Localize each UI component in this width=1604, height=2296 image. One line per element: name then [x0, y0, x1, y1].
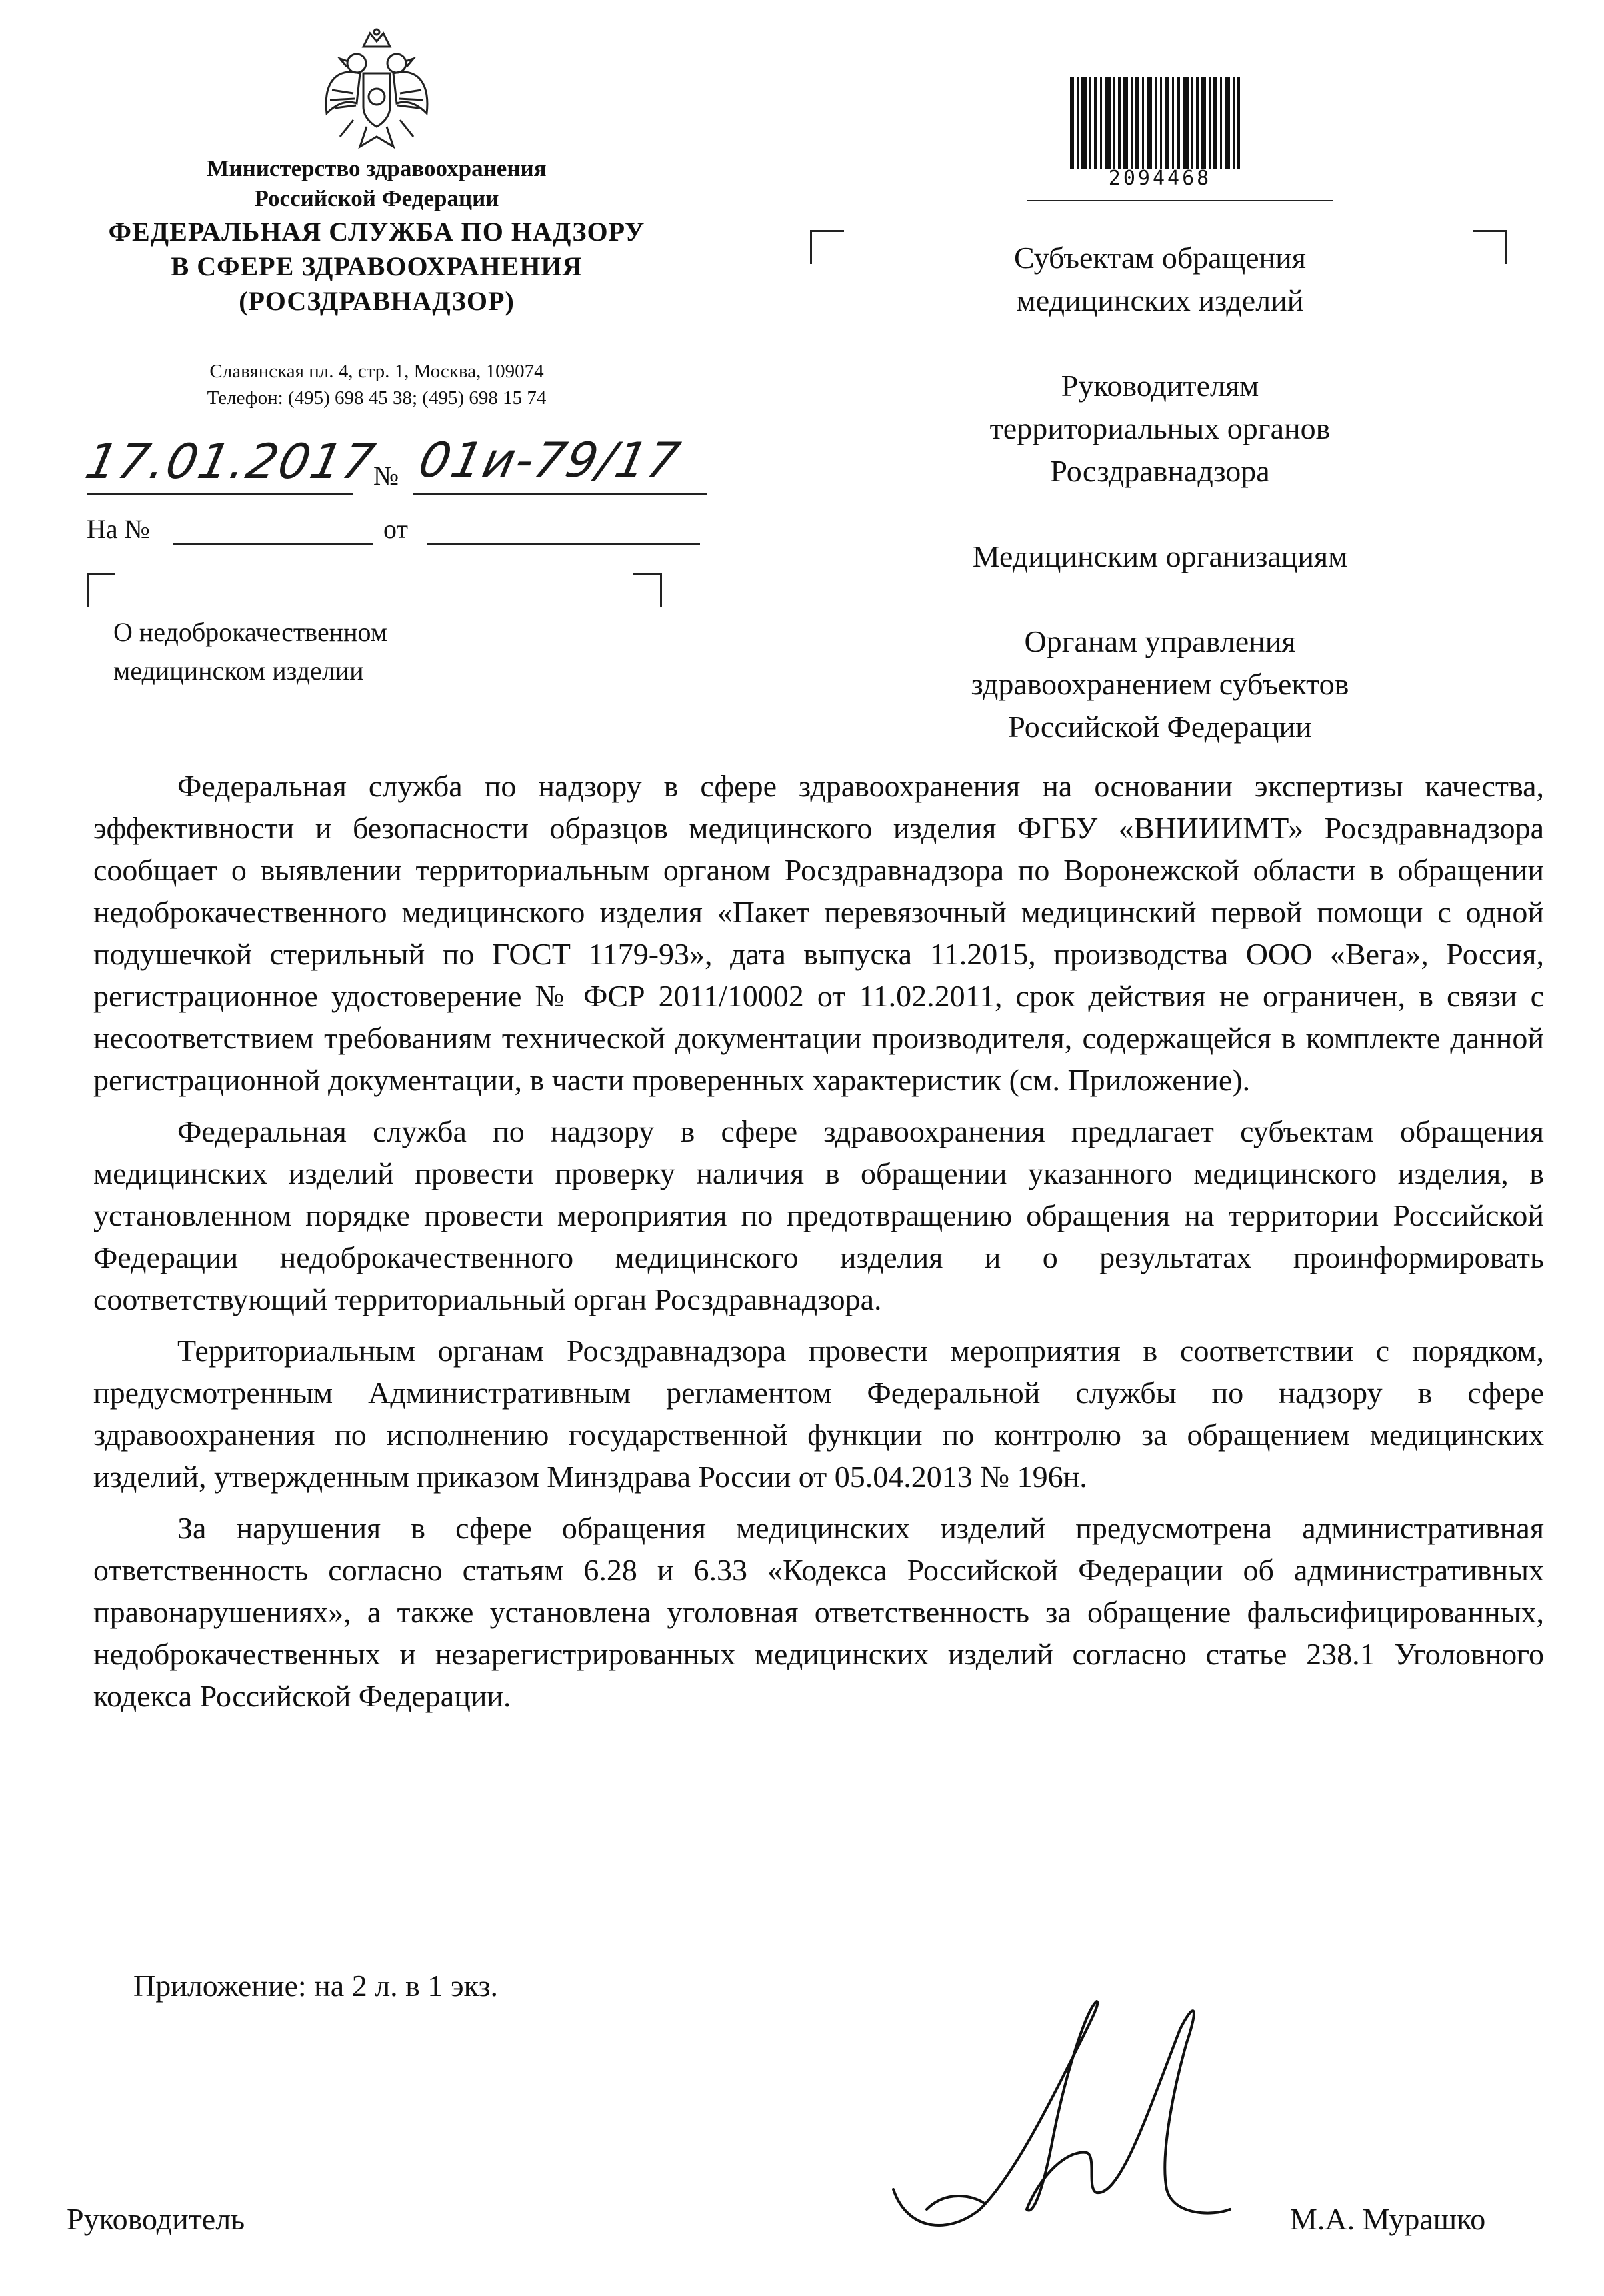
- address-line: Славянская пл. 4, стр. 1, Москва, 109074: [209, 361, 544, 382]
- subject-line: О недоброкачественном: [113, 617, 388, 647]
- address-line: Телефон: (495) 698 45 38; (495) 698 15 74: [207, 387, 547, 409]
- barcode-number: 2094468: [1108, 167, 1212, 190]
- subject-bracket-right: [633, 573, 662, 607]
- body-paragraph: Федеральная служба по надзору в сфере здравоохранения предлагает субъектам обращения медицинских изделий провести проверку наличия в обращении указанного медицинского изделия, в установленном порядке провести мероприятия по предотвращению обращения на территории Российской Федерации недоброкачественного медицинского изделия и о результатах проинформировать соответствующий территориальный орган Росздравнадзора.: [93, 1114, 1544, 1316]
- ministry-line: Российской Федерации: [254, 185, 499, 211]
- subject-bracket-left: [87, 573, 115, 607]
- letter-subject: [113, 613, 580, 690]
- ref-number-label: На №: [87, 514, 150, 544]
- ministry-line: Министерство здравоохранения: [207, 155, 547, 181]
- barcode-underline: [1027, 200, 1333, 201]
- agency-line: В СФЕРЕ ЗДРАВООХРАНЕНИЯ: [171, 251, 583, 281]
- signer-name: М.А. Мурашко: [1290, 2202, 1486, 2236]
- recipient-line: Российской Федерации: [1008, 710, 1312, 744]
- ref-from-label: от: [383, 514, 408, 544]
- recipient-line: здравоохранением субъектов: [971, 667, 1349, 701]
- recipient-group: [793, 620, 1527, 748]
- recipient-group: [793, 365, 1527, 493]
- handwritten-date: 17.01.2017: [81, 433, 381, 489]
- recipient-line: Росздравнадзора: [1050, 454, 1270, 488]
- recipient-line: Руководителям: [1061, 369, 1259, 403]
- recipient-line: Субъектам обращения: [1014, 241, 1306, 275]
- signature-icon: [867, 1989, 1240, 2249]
- recipients-block: [793, 237, 1527, 791]
- date-underline: [87, 493, 353, 495]
- handwritten-number: 01и-79/17: [414, 432, 686, 488]
- state-emblem-icon: [320, 27, 433, 153]
- agency-address: [107, 358, 647, 411]
- body-paragraph: За нарушения в сфере обращения медицинских изделий предусмотрена административная ответственность согласно статьям 6.28 и 6.33 «Кодекса Российской Федерации об административных правонарушениях», а также установлена уголовная ответственность за обращение фальсифицированных, недоброкачественных и незарегистрированных медицинских изделий согласно статье 238.1 Уголовного кодекса Российской Федерации.: [93, 1511, 1544, 1713]
- recipient-line: Медицинским организациям: [972, 539, 1348, 573]
- recipient-group: [793, 237, 1527, 322]
- subject-line: медицинском изделии: [113, 656, 364, 686]
- appendix-note: Приложение: на 2 л. в 1 экз.: [133, 1969, 499, 2003]
- ref-from-underline: [427, 543, 700, 545]
- recipient-group: [793, 535, 1527, 578]
- agency-name: [87, 215, 667, 319]
- number-sign: №: [373, 461, 399, 491]
- number-underline: [413, 493, 707, 495]
- reference-line: [87, 513, 700, 553]
- agency-line: ФЕДЕРАЛЬНАЯ СЛУЖБА ПО НАДЗОРУ: [108, 217, 645, 247]
- recipient-line: территориальных органов: [989, 411, 1331, 445]
- body-paragraph: Федеральная служба по надзору в сфере здравоохранения на основании экспертизы качества, эффективности и безопасности образцов медицинского изделия ФГБУ «ВНИИИМТ» Росздравнадзора сообщает о выявлении территориальным органом Росздравнадзора по Воронежской области в обращении недоброкачественного медицинского изделия «Пакет перевязочный медицинский первой помощи с одной подушечкой стерильный по ГОСТ 1179-93», дата выпуска 11.2015, производства ООО «Вега», Россия, регистрационное удостоверение № ФСР 2011/10002 от 11.02.2011, срок действия не ограничен, в связи с несоответствием требованиям технической документации производителя, содержащейся в комплекте данной регистрационной документации, в части проверенных характеристик (см. Приложение).: [93, 769, 1544, 1097]
- recipient-line: медицинских изделий: [1016, 283, 1304, 317]
- ministry-name: [120, 153, 633, 213]
- barcode-icon: [1070, 77, 1240, 169]
- letter-body: [93, 765, 1544, 1726]
- ref-number-underline: [173, 543, 373, 545]
- body-paragraph: Территориальным органам Росздравнадзора провести мероприятия в соответствии с порядком, предусмотренным Административным регламентом Федеральной службы по надзору в сфере здравоохранения по исполнению государственной функции по контролю за обращением медицинских изделий, утвержденным приказом Минздрава России от 05.04.2013 № 196н.: [93, 1334, 1544, 1494]
- recipient-line: Органам управления: [1024, 624, 1296, 658]
- agency-line: (РОСЗДРАВНАДЗОР): [239, 286, 515, 316]
- signer-role: Руководитель: [67, 2202, 245, 2236]
- registration-line: [81, 432, 713, 507]
